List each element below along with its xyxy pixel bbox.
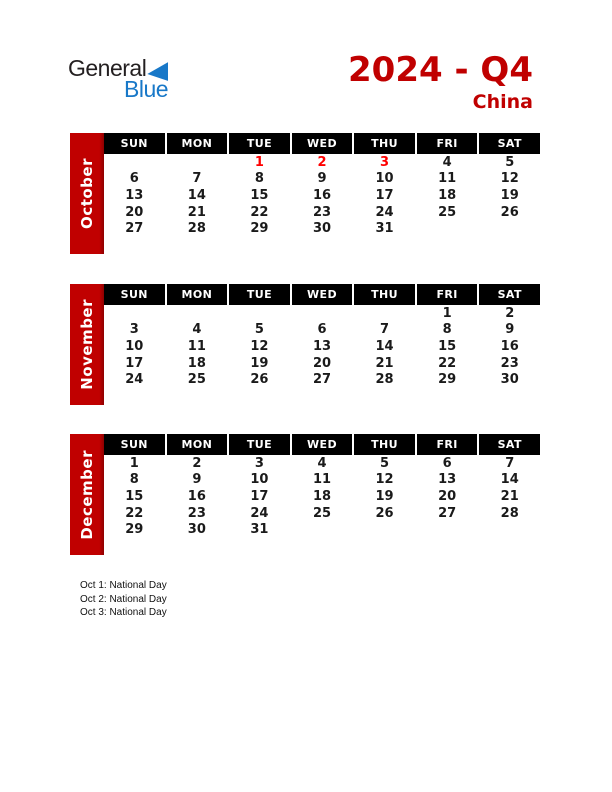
day-cell: 29: [438, 372, 457, 388]
week-row: [104, 171, 540, 188]
weekday-header-cell: THU: [354, 284, 415, 305]
day-cell: 26: [250, 372, 269, 388]
day-cell: 24: [375, 204, 394, 220]
day-cell-empty: [292, 538, 353, 555]
day-cell: 13: [312, 338, 332, 354]
day-cell: 6: [442, 455, 452, 471]
day-cell: 5: [380, 455, 390, 471]
day-cell: 7: [505, 455, 515, 471]
month-november: [70, 284, 540, 405]
day-cell: 31: [375, 221, 394, 237]
weekday-header-row: [104, 133, 540, 154]
day-cell: 24: [125, 372, 144, 388]
day-cell: 13: [125, 187, 144, 203]
weekday-header-cell: SAT: [479, 284, 540, 305]
day-cell-empty: [417, 237, 478, 254]
day-cell: 28: [187, 221, 206, 237]
day-cell-empty: [417, 388, 478, 405]
week-row: [104, 538, 540, 555]
week-row: [104, 220, 540, 237]
day-cell-empty: [167, 154, 228, 171]
page-subtitle-region: China: [472, 91, 533, 114]
day-cell: 22: [250, 204, 269, 220]
week-row: [104, 305, 540, 322]
week-row: [104, 521, 540, 538]
weekday-header-cell: WED: [292, 133, 353, 154]
day-cell: 10: [375, 171, 394, 187]
day-cell: 8: [442, 322, 452, 338]
day-cell-empty: [229, 237, 290, 254]
day-cell: 28: [500, 505, 519, 521]
day-cell: 8: [254, 171, 264, 187]
day-cell: 14: [500, 472, 519, 488]
day-cell-empty: [479, 220, 540, 237]
day-cell: 21: [375, 355, 394, 371]
day-cell: 27: [312, 372, 332, 388]
day-cell-empty: [292, 237, 353, 254]
day-cell: 11: [187, 338, 206, 354]
day-cell: 26: [500, 204, 519, 220]
week-row: [104, 338, 540, 355]
weekday-header-cell: TUE: [229, 284, 290, 305]
day-cell: 5: [505, 154, 515, 170]
day-cell: 6: [129, 171, 139, 187]
day-cell: 12: [250, 338, 269, 354]
holiday-note: Oct 3: National Day: [80, 607, 167, 618]
week-row: [104, 204, 540, 221]
page-title: 2024 - Q4: [348, 50, 533, 90]
day-cell: 29: [250, 221, 269, 237]
day-cell: 11: [438, 171, 457, 187]
month-grid: [104, 434, 540, 555]
day-cell: 23: [500, 355, 519, 371]
month-label-bar: [70, 284, 104, 405]
day-cell: 2: [192, 455, 202, 471]
day-cell-empty: [229, 538, 290, 555]
week-row: [104, 322, 540, 339]
day-cell: 2: [317, 154, 327, 170]
week-row: [104, 154, 540, 171]
day-cell-empty: [167, 538, 228, 555]
day-cell: 15: [438, 338, 457, 354]
weekday-header-cell: SUN: [104, 133, 165, 154]
day-cell: 23: [312, 204, 332, 220]
day-cell-empty: [292, 388, 353, 405]
day-cell: 17: [375, 187, 394, 203]
day-cell: 3: [254, 455, 264, 471]
day-cell-empty: [167, 388, 228, 405]
day-cell: 30: [187, 522, 206, 538]
day-cell: 20: [438, 488, 457, 504]
day-cell: 6: [317, 322, 327, 338]
weekday-header-cell: WED: [292, 434, 353, 455]
day-cell: 25: [187, 372, 206, 388]
weekday-header-cell: MON: [167, 434, 228, 455]
day-cell-empty: [229, 305, 290, 322]
day-cell: 4: [442, 154, 452, 170]
week-row: [104, 371, 540, 388]
day-cell: 1: [129, 455, 139, 471]
day-cell-empty: [479, 538, 540, 555]
day-cell-empty: [354, 305, 415, 322]
weekday-header-cell: THU: [354, 434, 415, 455]
logo-text-general: General: [68, 55, 147, 81]
day-cell-empty: [292, 521, 353, 538]
day-cell: 2: [505, 305, 515, 321]
day-cell: 3: [380, 154, 390, 170]
day-cell: 4: [192, 322, 202, 338]
weekday-header-cell: MON: [167, 133, 228, 154]
day-cell: 18: [312, 488, 332, 504]
day-cell-empty: [354, 521, 415, 538]
day-cell: 20: [125, 204, 144, 220]
month-december: [70, 434, 540, 555]
day-cell-empty: [167, 305, 228, 322]
day-cell: 10: [125, 338, 144, 354]
week-row: [104, 455, 540, 472]
weekday-header-cell: FRI: [417, 284, 478, 305]
day-cell: 30: [312, 221, 332, 237]
day-cell: 18: [438, 187, 457, 203]
day-cell: 19: [500, 187, 519, 203]
day-cell: 7: [380, 322, 390, 338]
month-label-bar: [70, 434, 104, 555]
month-name-label: November: [78, 299, 96, 390]
weekday-header-cell: SUN: [104, 284, 165, 305]
week-row: [104, 472, 540, 489]
week-row: [104, 237, 540, 254]
weekday-header-cell: SAT: [479, 434, 540, 455]
day-cell: 27: [438, 505, 457, 521]
day-cell: 1: [442, 305, 452, 321]
day-cell: 13: [438, 472, 457, 488]
day-cell: 9: [317, 171, 327, 187]
day-cell-empty: [104, 538, 165, 555]
day-cell: 5: [254, 322, 264, 338]
day-cell: 4: [317, 455, 327, 471]
day-cell: 31: [250, 522, 269, 538]
weekday-header-cell: TUE: [229, 434, 290, 455]
day-cell: 23: [187, 505, 206, 521]
day-cell: 17: [125, 355, 144, 371]
month-label-bar: [70, 133, 104, 254]
day-cell: 7: [192, 171, 202, 187]
month-grid: [104, 133, 540, 254]
day-cell: 25: [438, 204, 457, 220]
day-cell-empty: [417, 538, 478, 555]
day-cell: 21: [500, 488, 519, 504]
day-cell: 3: [129, 322, 139, 338]
day-cell-empty: [417, 521, 478, 538]
week-row: [104, 488, 540, 505]
day-cell: 21: [187, 204, 206, 220]
weekday-header-cell: TUE: [229, 133, 290, 154]
week-row: [104, 505, 540, 522]
day-cell: 27: [125, 221, 144, 237]
day-cell-empty: [104, 305, 165, 322]
day-cell: 30: [500, 372, 519, 388]
month-name-label: December: [78, 449, 96, 540]
day-cell-empty: [292, 305, 353, 322]
weekday-header-cell: SAT: [479, 133, 540, 154]
holiday-note: Oct 1: National Day: [80, 580, 167, 591]
day-cell: 25: [312, 505, 332, 521]
day-cell: 14: [187, 187, 206, 203]
weekday-header-cell: MON: [167, 284, 228, 305]
day-cell: 19: [375, 488, 394, 504]
month-october: [70, 133, 540, 254]
day-cell-empty: [229, 388, 290, 405]
weekday-header-row: [104, 284, 540, 305]
day-cell: 12: [500, 171, 519, 187]
day-cell: 17: [250, 488, 269, 504]
day-cell: 28: [375, 372, 394, 388]
day-cell-empty: [479, 388, 540, 405]
day-cell-empty: [104, 237, 165, 254]
day-cell: 29: [125, 522, 144, 538]
day-cell: 18: [187, 355, 206, 371]
weekday-header-cell: FRI: [417, 133, 478, 154]
day-cell: 15: [125, 488, 144, 504]
day-cell: 8: [129, 472, 139, 488]
day-cell: 22: [125, 505, 144, 521]
day-cell: 15: [250, 187, 269, 203]
weekday-header-cell: FRI: [417, 434, 478, 455]
weekday-header-cell: WED: [292, 284, 353, 305]
weekday-header-cell: SUN: [104, 434, 165, 455]
weekday-header-cell: THU: [354, 133, 415, 154]
day-cell: 16: [500, 338, 519, 354]
day-cell-empty: [354, 538, 415, 555]
day-cell: 16: [312, 187, 332, 203]
day-cell: 24: [250, 505, 269, 521]
holiday-note: Oct 2: National Day: [80, 593, 167, 605]
day-cell: 10: [250, 472, 269, 488]
week-row: [104, 355, 540, 372]
day-cell: 14: [375, 338, 394, 354]
day-cell: 26: [375, 505, 394, 521]
day-cell: 16: [187, 488, 206, 504]
day-cell: 9: [505, 322, 515, 338]
day-cell-empty: [417, 220, 478, 237]
day-cell-empty: [354, 237, 415, 254]
month-name-label: October: [78, 158, 96, 229]
logo-text-blue: Blue: [124, 76, 169, 102]
day-cell-empty: [167, 237, 228, 254]
day-cell: 1: [254, 154, 264, 170]
day-cell: 9: [192, 472, 202, 488]
day-cell: 12: [375, 472, 394, 488]
day-cell: 22: [438, 355, 457, 371]
week-row: [104, 187, 540, 204]
day-cell-empty: [354, 388, 415, 405]
day-cell-empty: [479, 521, 540, 538]
day-cell: 20: [312, 355, 332, 371]
month-grid: [104, 284, 540, 405]
holiday-footnotes: [80, 579, 167, 620]
day-cell-empty: [479, 237, 540, 254]
day-cell-empty: [104, 154, 165, 171]
week-row: [104, 388, 540, 405]
weekday-header-row: [104, 434, 540, 455]
day-cell-empty: [104, 388, 165, 405]
day-cell: 11: [312, 472, 332, 488]
day-cell: 19: [250, 355, 269, 371]
